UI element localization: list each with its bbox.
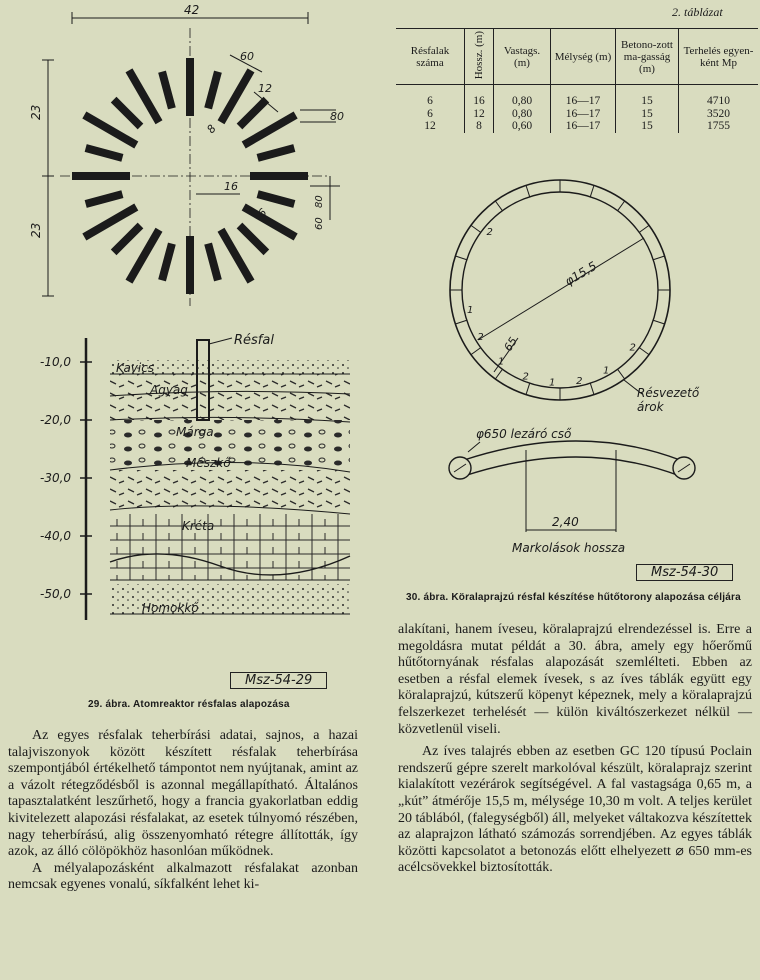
ring-joint	[590, 185, 594, 196]
radial-bar	[258, 194, 295, 204]
depth-label: -50,0	[40, 587, 72, 601]
radial-bar	[258, 148, 295, 158]
fig30-dim65: 65	[501, 334, 520, 354]
table-cell: 6	[396, 85, 465, 108]
dim-8: 8	[204, 122, 219, 136]
ring-number: 2	[477, 332, 484, 343]
table-cell: 16—17	[551, 120, 616, 133]
table-row	[396, 120, 758, 133]
ring-joint	[618, 201, 625, 211]
radial-bar	[114, 100, 141, 127]
ring-joint	[618, 369, 625, 379]
th-0: Résfalak száma	[396, 29, 465, 85]
text-left-p2: A mélyalapozásként alkalmazott résfalakat azonban nemcsak egyenes vonalú, síkfalként lehet ki-	[8, 860, 358, 893]
dim-23-bottom: 23	[29, 222, 43, 238]
ring-joint	[495, 201, 502, 211]
depth-label: -40,0	[40, 529, 72, 543]
table-cell: 0,80	[494, 108, 551, 121]
th-1: Hossz. (m)	[473, 31, 485, 80]
dim-80b: 80	[314, 195, 325, 208]
table2	[396, 28, 758, 133]
ring-joint	[471, 348, 481, 355]
ring-joint	[639, 348, 649, 355]
ring-joint	[495, 369, 502, 379]
radial-bar	[239, 100, 266, 127]
ring-number: 2	[522, 371, 529, 383]
table-cell: 6	[396, 108, 465, 121]
text-right	[398, 622, 752, 877]
text-right-p1: alakítani, hanem íveseu, köralaprajzú elrendezéssel is. Erre a megoldásra mutat példát a 30. ábra, amely egy hőerőmű hűtőtornyának résfalas alapozását szemlélteti. Ebben az esetben a résfal elemek ívesek, s az íves táblák együtt egy köralaprajzú, kútszerű köpenyt képeznek, mely a köralaprajzú felszerkezet terhelését — külön kiváltószerkezet nélkül — közvetlenül viseli.	[398, 622, 752, 737]
label-homokko: Homokkő	[142, 601, 199, 615]
fig30-len: 2,40	[552, 515, 579, 529]
ring-joint	[653, 320, 664, 324]
fig29-caption: 29. ábra. Atomreaktor résfalas alapozása	[88, 699, 290, 710]
fig30-ring	[380, 160, 760, 580]
table-cell: 15	[616, 85, 679, 108]
ring-number: 2	[486, 226, 493, 238]
ring-joint	[455, 256, 466, 260]
dim-23-top: 23	[29, 104, 43, 120]
fig30-pipe: φ650 lezáró cső	[476, 427, 572, 441]
fig30-arok-label: Résvezető árok	[637, 386, 700, 414]
depth-label: -10,0	[40, 355, 72, 369]
radial-bar	[86, 148, 123, 158]
text-left	[8, 728, 358, 894]
table2-label: 2. táblázat	[672, 5, 723, 19]
fig30-markolas: Markolások hossza	[512, 541, 626, 555]
table-cell: 0,80	[494, 85, 551, 108]
fig29-stamp: Msz-54-29	[230, 672, 327, 689]
text-right-p2: Az íves talajrés ebben az esetben GC 120 típusú Poclain rendszerű gépre szerelt markolóval készült, köralaprajz szerint kialakított vezérárok segítségével. A fal vastagsága 0,65 m, a „kút” átmérője 15,5 m, mélysége 10,30 m volt. A teljes kerület 20 táblából, (falegységből) áll, melyeket váltakozva készítettek az alaprajzon látható számozás sorrendjében. Az egyes táblák közötti kapcsolatot a betonozás előtt elhelyezett ⌀ 650 mm-es acélcsövekkel biztosították.	[398, 744, 752, 876]
radial-bar	[208, 244, 218, 281]
text-left-p1: Az egyes résfalak teherbírási adatai, sajnos, a hazai talajviszonyok között készített résfalak teherbírása szempontjából értékelhető támpontot nem nyújtanak, amint az a vázolt rétegződésből is azonnal megállapítható. Általános tapasztalatként leszűrhető, hogy a francia gyakorlatban eddig kivitelezett alapozási résfalakat, az esetek túlnyomó részében, nagy teherbírású, alig összenyomható rétegre állították, így azok, az álló cölöpökhöz hasonlóan működnek.	[8, 728, 358, 860]
dim-60: 60	[240, 50, 254, 63]
radial-bar	[208, 72, 218, 109]
table-cell: 15	[616, 120, 679, 133]
label-agyag: Agyag	[150, 383, 188, 397]
table-cell: 12	[396, 120, 465, 133]
table-cell: 15	[616, 108, 679, 121]
table-cell: 12	[465, 108, 494, 121]
depth-label: -20,0	[40, 413, 72, 427]
th-3: Mélység (m)	[551, 29, 616, 85]
ring-number: 1	[603, 365, 610, 377]
table-cell: 4710	[707, 95, 730, 108]
dim-60b: 60	[314, 217, 325, 230]
radial-bar	[239, 225, 266, 252]
th-4: Betono-zott ma-gasság (m)	[616, 29, 679, 85]
table-cell: 16	[465, 85, 494, 108]
label-kreta: Kréta	[182, 519, 215, 533]
radial-bar	[162, 72, 172, 109]
table-cell: 16—17	[551, 85, 616, 108]
fig30-diameter: φ15,5	[562, 258, 600, 289]
ring-number: 1	[548, 377, 556, 389]
fig29-plan	[0, 0, 380, 320]
radial-bar	[86, 194, 123, 204]
table-cell: 8	[465, 120, 494, 133]
ring-number: 2	[576, 375, 583, 387]
dim-80: 80	[330, 110, 344, 123]
label-kavics: Kavics	[116, 361, 155, 375]
fig30-caption: 30. ábra. Köralaprajzú résfal készítése hűtőtorony alapozása céljára	[406, 592, 741, 603]
dim-6: 6	[255, 205, 270, 221]
table-cell: 16—17	[551, 108, 616, 121]
depth-label: -30,0	[40, 471, 72, 485]
ring-joint	[639, 225, 649, 232]
table-row	[396, 108, 758, 121]
ring-joint	[653, 256, 664, 260]
radial-bar	[162, 244, 172, 281]
th-5: Terhelés egyen-ként Mp	[683, 44, 754, 69]
fig29-section	[0, 330, 380, 630]
ring-joint	[455, 320, 466, 324]
table-row	[396, 85, 758, 108]
label-meszko: Mészkő	[186, 456, 231, 470]
ring-number: 1	[497, 356, 505, 368]
ring-joint	[526, 383, 530, 394]
table-cell: 0,60	[494, 120, 551, 133]
dim-42: 42	[184, 3, 200, 17]
ring-joint	[590, 383, 594, 394]
table-cell: 3520	[707, 107, 730, 120]
ring-number: 1	[467, 305, 474, 317]
label-marga: Márga	[176, 425, 214, 439]
dim-16: 16	[224, 180, 238, 193]
fig30-stamp: Msz-54-30	[636, 564, 733, 581]
ring-joint	[526, 185, 530, 196]
table2-wrap	[396, 28, 760, 133]
ring-joint	[471, 225, 481, 232]
th-2: Vastags. (m)	[494, 29, 551, 85]
table-cell: 1755	[707, 120, 730, 133]
ring-number: 2	[629, 342, 636, 354]
label-resfal: Résfal	[234, 333, 274, 348]
radial-bar	[114, 225, 141, 252]
dim-12: 12	[258, 82, 272, 95]
